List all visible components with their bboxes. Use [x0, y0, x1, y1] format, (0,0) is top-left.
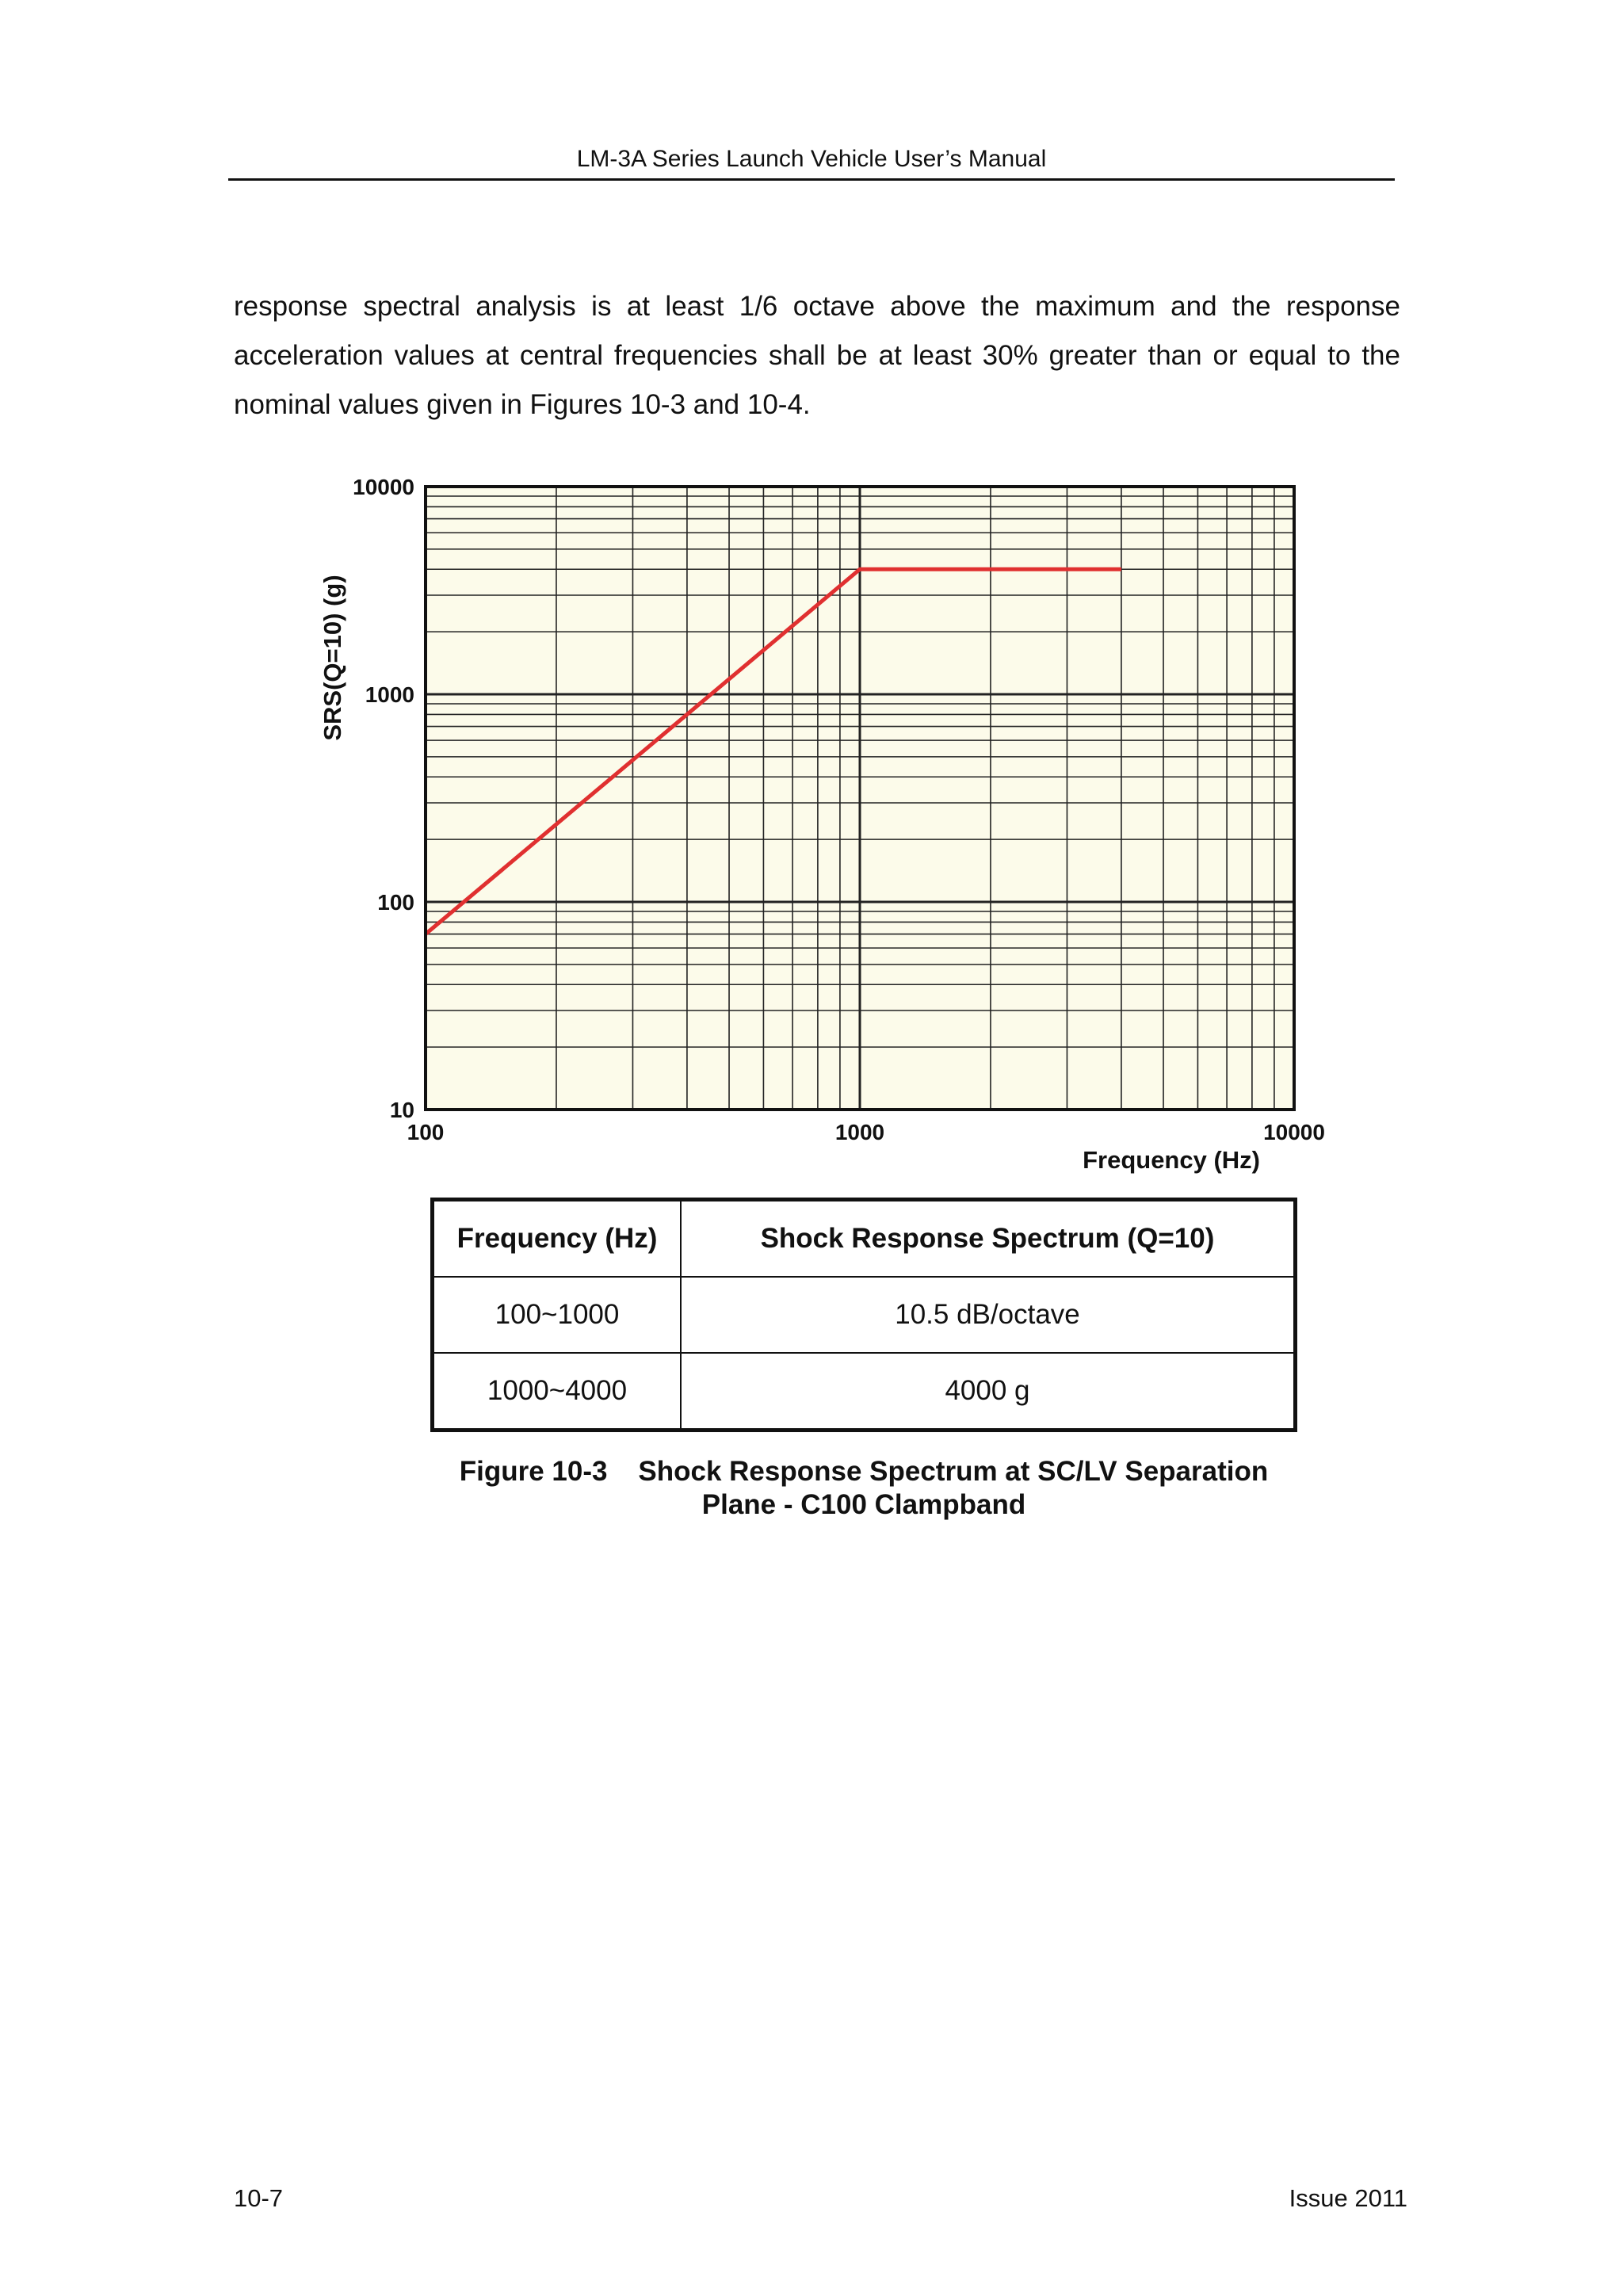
- table-cell: 1000~4000: [433, 1353, 682, 1431]
- caption-line-1: [430, 1455, 1297, 1488]
- page-header-title: LM-3A Series Launch Vehicle User’s Manual: [576, 146, 1047, 172]
- caption-label: Figure 10-3: [459, 1456, 608, 1487]
- x-tick-label: 100: [407, 1120, 445, 1144]
- table-cell: 4000 g: [681, 1353, 1296, 1431]
- y-axis-label: SRS(Q=10) (g): [319, 575, 346, 741]
- y-tick-label: 100: [377, 890, 414, 915]
- table-header-frequency: Frequency (Hz): [433, 1200, 682, 1278]
- x-tick-label: 1000: [834, 1120, 885, 1144]
- srs-table: [430, 1198, 1297, 1432]
- caption-title-line2: Plane - C100 Clampband: [701, 1489, 1026, 1520]
- table-row: [433, 1277, 1296, 1353]
- x-axis-label: Frequency (Hz): [1083, 1146, 1260, 1174]
- figure-caption: [430, 1455, 1297, 1522]
- grid: [426, 487, 1294, 1110]
- srs-chart: [301, 460, 1347, 1189]
- y-tick-label: 1000: [365, 682, 414, 707]
- x-tick-label: 10000: [1263, 1120, 1325, 1144]
- table-header-row: [433, 1200, 1296, 1278]
- issue-label: Issue 2011: [1289, 2184, 1407, 2212]
- table-row: [433, 1353, 1296, 1431]
- header-divider: [228, 178, 1395, 181]
- page-number: 10-7: [234, 2184, 284, 2212]
- caption-title-line1: Shock Response Spectrum at SC/LV Separation: [638, 1456, 1269, 1487]
- y-tick-label: 10000: [353, 475, 414, 499]
- table-cell: 10.5 dB/octave: [681, 1277, 1296, 1353]
- y-tick-label: 10: [389, 1098, 414, 1122]
- table-cell: 100~1000: [433, 1277, 682, 1353]
- body-paragraph: response spectral analysis is at least 1/6 octave above the maximum and the response acceleration values at central frequencies shall be at least 30% greater than or equal to the nominal values given in Figures 10-3 and 10-4.: [234, 291, 1400, 420]
- table-header-srs: Shock Response Spectrum (Q=10): [681, 1200, 1296, 1278]
